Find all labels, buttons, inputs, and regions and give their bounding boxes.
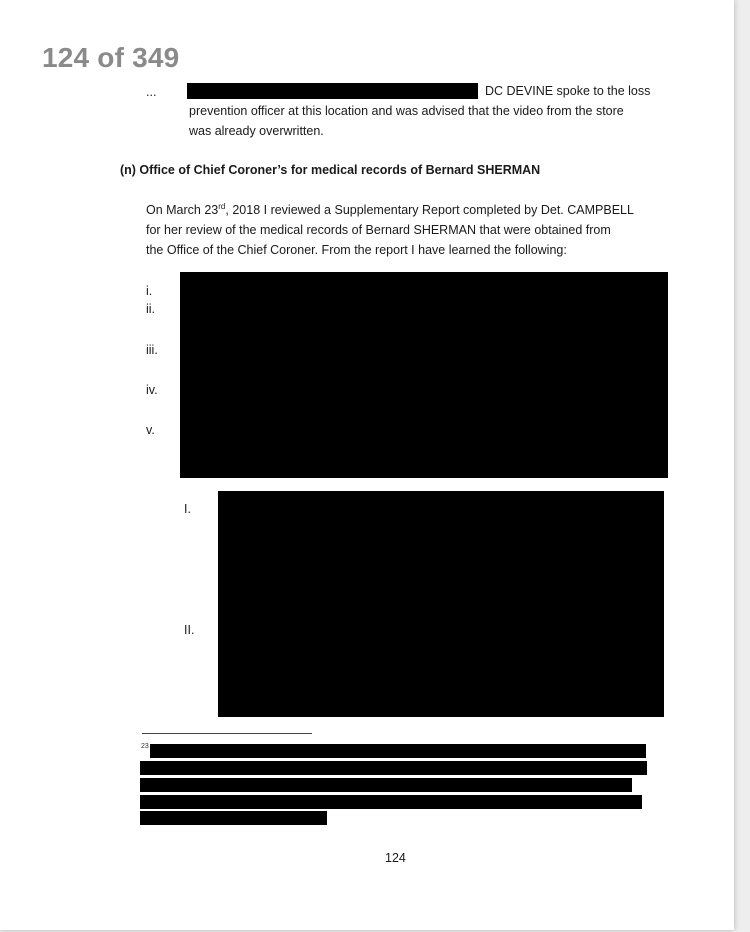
footnote-separator	[142, 733, 312, 734]
continued-text-line-3: was already overwritten.	[189, 124, 324, 138]
paragraph-line-2: for her review of the medical records of Bernard SHERMAN that were obtained from	[146, 223, 611, 237]
redaction-block	[140, 778, 632, 792]
paragraph-line-1-start: On March 23	[146, 203, 219, 217]
continued-text-line-2: prevention officer at this location and was advised that the video from the store	[189, 104, 624, 118]
footnote-number: 23	[141, 743, 149, 750]
list-marker: ii.	[146, 302, 156, 316]
ellipsis: ...	[146, 85, 157, 99]
redaction-block	[140, 795, 642, 809]
ordinal-suffix: rd	[218, 201, 226, 211]
redaction-block	[218, 491, 664, 717]
page-number: 124	[385, 851, 406, 865]
list-marker: I.	[184, 502, 191, 516]
redaction-block	[187, 83, 478, 99]
list-marker: i.	[146, 284, 153, 298]
list-marker: II.	[184, 623, 195, 637]
continued-text-line-1: DC DEVINE spoke to the loss	[485, 84, 651, 98]
redaction-block	[140, 811, 327, 825]
list-marker: iii.	[146, 343, 158, 357]
redaction-block	[150, 744, 646, 758]
paragraph-line-3: the Office of the Chief Coroner. From the report I have learned the following:	[146, 243, 567, 257]
page-counter: 124 of 349	[42, 42, 180, 73]
redaction-block	[140, 761, 647, 775]
paragraph-line-1-end: , 2018 I reviewed a Supplementary Report completed by Det. CAMPBELL	[225, 203, 634, 217]
redaction-block	[180, 272, 668, 478]
list-marker: v.	[146, 423, 155, 437]
section-heading: (n) Office of Chief Coroner’s for medical records of Bernard SHERMAN	[120, 163, 541, 177]
list-marker: iv.	[146, 383, 158, 397]
paragraph-line-1	[146, 200, 634, 220]
